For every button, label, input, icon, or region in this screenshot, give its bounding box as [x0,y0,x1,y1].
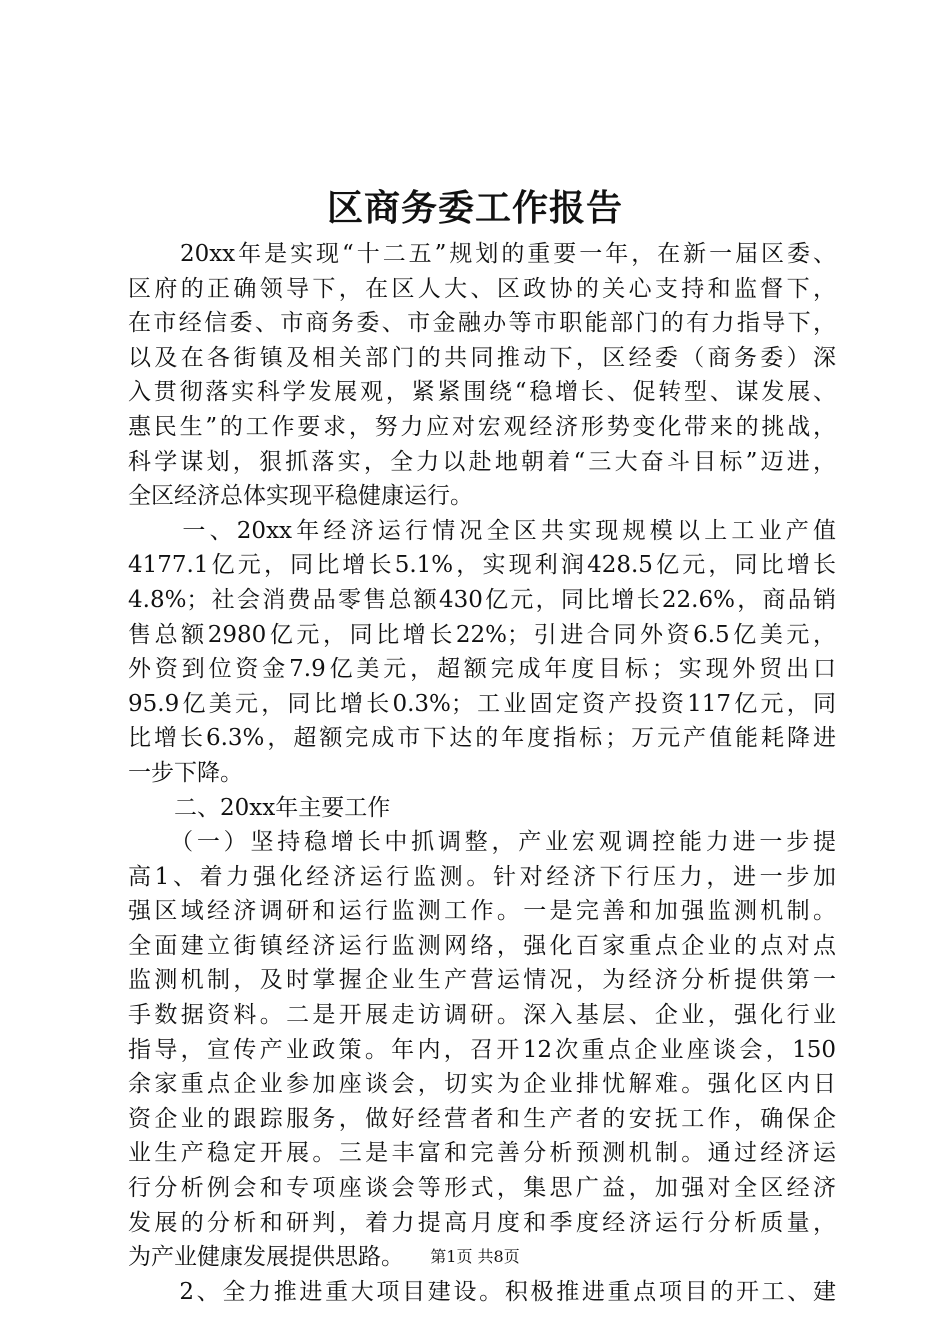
body-line: 一步下降。 [128,759,243,786]
body-line: （一）坚持稳增长中抓调整，产业宏观调控能力进一步提 [128,829,836,856]
body-line: 手数据资料。二是开展走访调研。深入基层、企业，强化行业 [128,1002,836,1029]
body-line: 95.9亿美元，同比增长0.3%；工业固定资产投资117亿元，同 [128,690,836,717]
body-line: 强区域经济调研和运行监测工作。一是完善和加强监测机制。 [128,898,836,925]
body-line: 监测机制，及时掌握企业生产营运情况，为经济分析提供第一 [128,967,836,994]
body-line: 比增长6.3%，超额完成市下达的年度指标；万元产值能耗降进 [128,725,836,752]
body-line: 全面建立街镇经济运行监测网络，强化百家重点企业的点对点 [128,932,836,959]
section-heading: 二、20xx年主要工作 [128,794,391,821]
body-line: 2、全力推进重大项目建设。积极推进重点项目的开工、建 [128,1278,836,1305]
body-line: 4.8%；社会消费品零售总额430亿元，同比增长22.6%，商品销 [128,586,836,613]
body-line: 行分析例会和专项座谈会等形式，集思广益，加强对全区经济 [128,1175,836,1202]
body-line: 全区经济总体实现平稳健康运行。 [128,483,473,510]
body-line: 科学谋划，狠抓落实，全力以赴地朝着“三大奋斗目标”迈进， [128,448,836,475]
document-body [128,237,836,1309]
page-footer: 第1页 共8页 [430,1247,520,1266]
body-line: 区府的正确领导下，在区人大、区政协的关心支持和监督下， [128,275,836,302]
body-line: 余家重点企业参加座谈会，切实为企业排忧解难。强化区内日 [128,1071,836,1098]
body-line: 外资到位资金7.9亿美元，超额完成年度目标；实现外贸出口 [128,656,836,683]
body-line: 资企业的跟踪服务，做好经营者和生产者的安抚工作，确保企 [128,1105,836,1132]
body-line: 惠民生”的工作要求，努力应对宏观经济形势变化带来的挑战， [128,413,836,440]
body-line: 入贯彻落实科学发展观，紧紧围绕“稳增长、促转型、谋发展、 [128,379,836,406]
body-line: 发展的分析和研判，着力提高月度和季度经济运行分析质量， [128,1209,836,1236]
body-line: 一、20xx年经济运行情况全区共实现规模以上工业产值 [128,517,836,544]
body-line: 在市经信委、市商务委、市金融办等市职能部门的有力指导下， [128,310,836,337]
body-line: 以及在各街镇及相关部门的共同推动下，区经委（商务委）深 [128,344,836,371]
body-line: 为产业健康发展提供思路。 [128,1244,404,1271]
body-line: 20xx年是实现“十二五”规划的重要一年，在新一届区委、 [128,241,836,267]
body-line: 4177.1亿元，同比增长5.1%，实现利润428.5亿元，同比增长 [128,552,836,579]
document-title: 区商务委工作报告 [326,187,623,229]
body-line: 高1、着力强化经济运行监测。针对经济下行压力，进一步加 [128,863,836,890]
body-line: 指导，宣传产业政策。年内，召开12次重点企业座谈会，150 [128,1036,836,1063]
body-line: 售总额2980亿元，同比增长22%；引进合同外资6.5亿美元， [128,621,836,648]
body-line: 业生产稳定开展。三是丰富和完善分析预测机制。通过经济运 [128,1140,836,1167]
